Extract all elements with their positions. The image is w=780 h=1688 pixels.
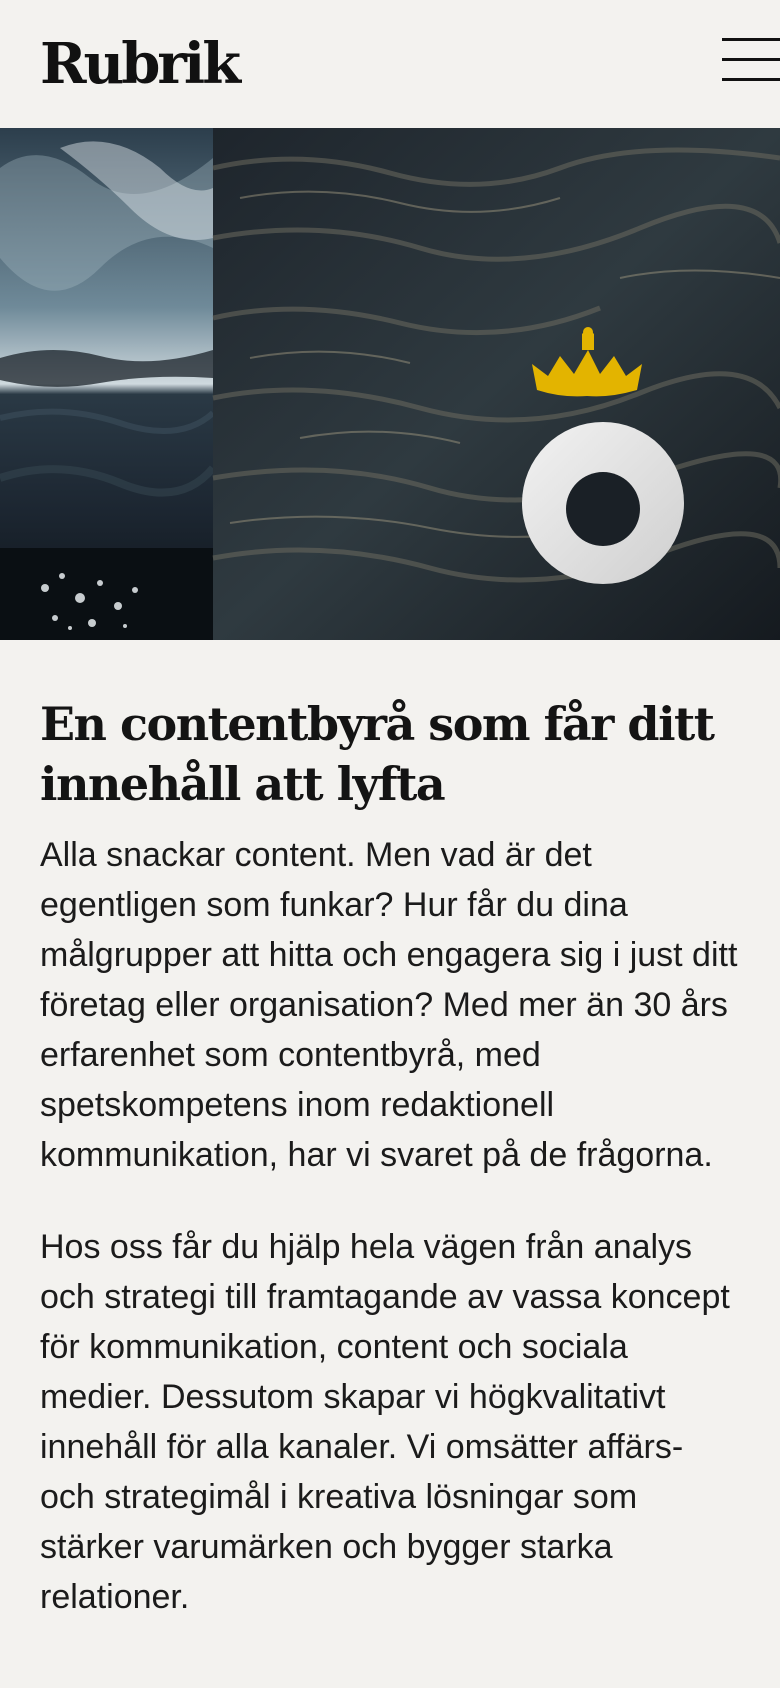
page-title: En contentbyrå som får ditt innehåll att lyfta — [40, 697, 714, 811]
main-content — [0, 640, 780, 1622]
services-paragraph: Hos oss får du hjälp hela vägen från analys och strategi till framtagande av vassa koncept för kommunikation, content och sociala medier. Dessutom skapar vi högkvalitativt innehåll för alla kanaler. Vi omsätter affärs- och strategimål i kreativa lösningar som stärker varumärken och bygger starka relationer. — [40, 1228, 730, 1616]
menu-line — [722, 38, 780, 41]
dark-water-panel — [213, 128, 780, 640]
stormy-sea-panel — [0, 128, 213, 640]
site-header — [0, 0, 780, 128]
logo[interactable]: Rubrik — [40, 31, 238, 97]
intro-paragraph: Alla snackar content. Men vad är det egentligen som funkar? Hur får du dina målgrupper att hitta och engagera sig i just ditt företag eller organisation? Med mer än 30 års erfarenhet som contentbyrå, med spetskompetens inom redaktionell kommunikation, har vi svaret på de frågorna. — [40, 836, 738, 1174]
menu-line — [722, 58, 780, 61]
menu-line — [722, 78, 780, 81]
hero-image — [0, 128, 780, 640]
hamburger-menu-icon[interactable] — [722, 38, 780, 82]
